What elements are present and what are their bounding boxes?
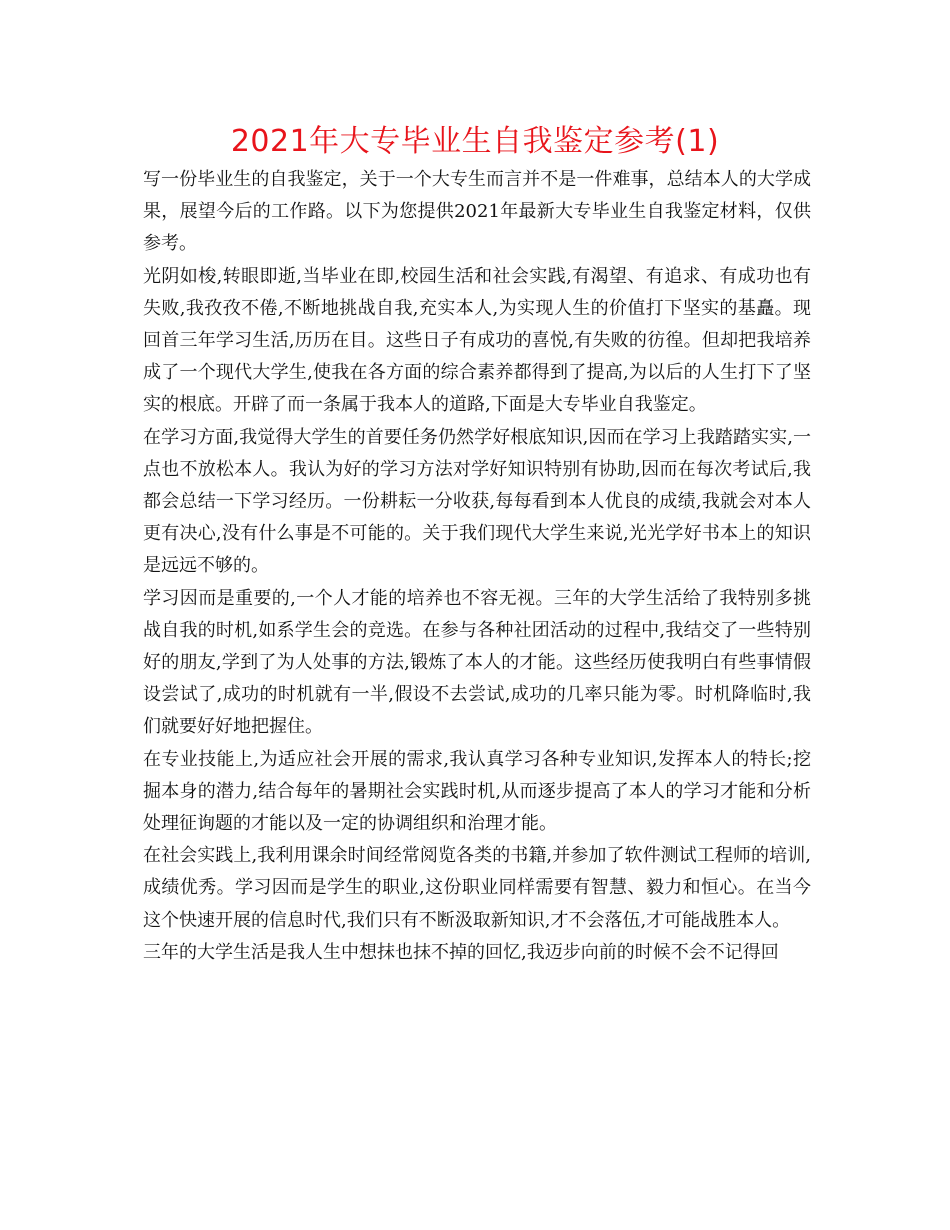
paragraph-professional-skills: 在专业技能上,为适应社会开展的需求,我认真学习各种专业知识,发挥本人的特长;挖掘本身的潜力,结合每年的暑期社会实践时机,从而逐步提高了本人的学习才能和分析处理征询题的才能以及一定的协调组织和治理才能。 bbox=[143, 748, 811, 835]
paragraph-closing: 三年的大学生活是我人生中想抹也抹不掉的回忆,我迈步向前的时候不会不记得回 bbox=[143, 941, 779, 963]
paragraph-reflection: 光阴如梭,转眼即逝,当毕业在即,校园生活和社会实践,有渴望、有追求、有成功也有失败,我孜孜不倦,不断地挑战自我,充实本人,为实现人生的价值打下坚实的基矗。现回首三年学习生活,历历在目。这些日子有成功的喜悦,有失败的彷徨。但却把我培养成了一个现代大学生,使我在各方面的综合素养都得到了提高,为以后的人生打下了坚实的根底。开辟了而一条属于我本人的道路,下面是大专毕业自我鉴定。 bbox=[143, 265, 811, 416]
document-body bbox=[143, 164, 811, 969]
paragraph-abilities: 学习因而是重要的,一个人才能的培养也不容无视。三年的大学生活给了我特别多挑战自我的时机,如系学生会的竞选。在参与各种社团活动的过程中,我结交了一些特别好的朋友,学到了为人处事的方法,锻炼了本人的才能。这些经历使我明白有些事情假设尝试了,成功的时机就有一半,假设不去尝试,成功的几率只能为零。时机降临时,我们就要好好地把握住。 bbox=[143, 587, 811, 738]
document-title: 2021年大专毕业生自我鉴定参考(1) bbox=[230, 124, 720, 159]
paragraph-intro: 写一份毕业生的自我鉴定，关于一个大专生而言并不是一件难事，总结本人的大学成果，展望今后的工作路。以下为您提供2021年最新大专毕业生自我鉴定材料，仅供参考。 bbox=[143, 169, 811, 255]
paragraph-study: 在学习方面,我觉得大学生的首要任务仍然学好根底知识,因而在学习上我踏踏实实,一点也不放松本人。我认为好的学习方法对学好知识特别有协助,因而在每次考试后,我都会总结一下学习经历。一份耕耘一分收获,每每看到本人优良的成绩,我就会对本人更有决心,没有什么事是不可能的。关于我们现代大学生来说,光光学好书本上的知识是远远不够的。 bbox=[143, 426, 811, 577]
paragraph-social-practice: 在社会实践上,我利用课余时间经常阅览各类的书籍,并参加了软件测试工程师的培训,成绩优秀。学习因而是学生的职业,这份职业同样需要有智慧、毅力和恒心。在当今这个快速开展的信息时代,我们只有不断汲取新知识,才不会落伍,才可能战胜本人。 bbox=[143, 845, 811, 931]
